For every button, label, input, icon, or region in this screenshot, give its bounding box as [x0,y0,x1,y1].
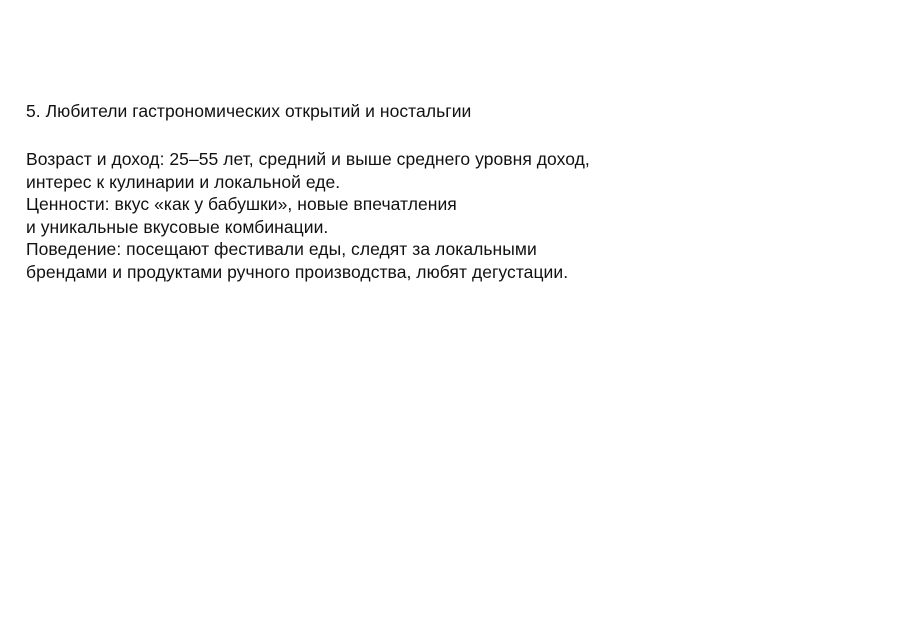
values-paragraph [26,193,866,238]
values-text-line1: вкус «как у бабушки», новые впечатления [109,194,457,214]
age-income-text-line1: 25–55 лет, средний и выше среднего уровня доход, [164,149,590,169]
behavior-text-line1: посещают фестивали еды, следят за локальными [121,239,537,259]
age-income-paragraph [26,148,866,193]
values-text-line2: и уникальные вкусовые комбинации. [26,216,329,237]
behavior-paragraph [26,238,866,283]
segment-description [26,148,866,283]
segment-slide [26,100,866,283]
segment-title: 5. Любители гастрономических открытий и ностальгии [26,101,472,121]
behavior-text-line2: брендами и продуктами ручного производства, любят дегустации. [26,261,569,282]
age-income-label: Возраст и доход: [26,149,165,169]
age-income-text-line2: интерес к кулинарии и локальной еде. [26,171,341,192]
values-label: Ценности: [26,194,110,214]
behavior-label: Поведение: [26,239,122,259]
